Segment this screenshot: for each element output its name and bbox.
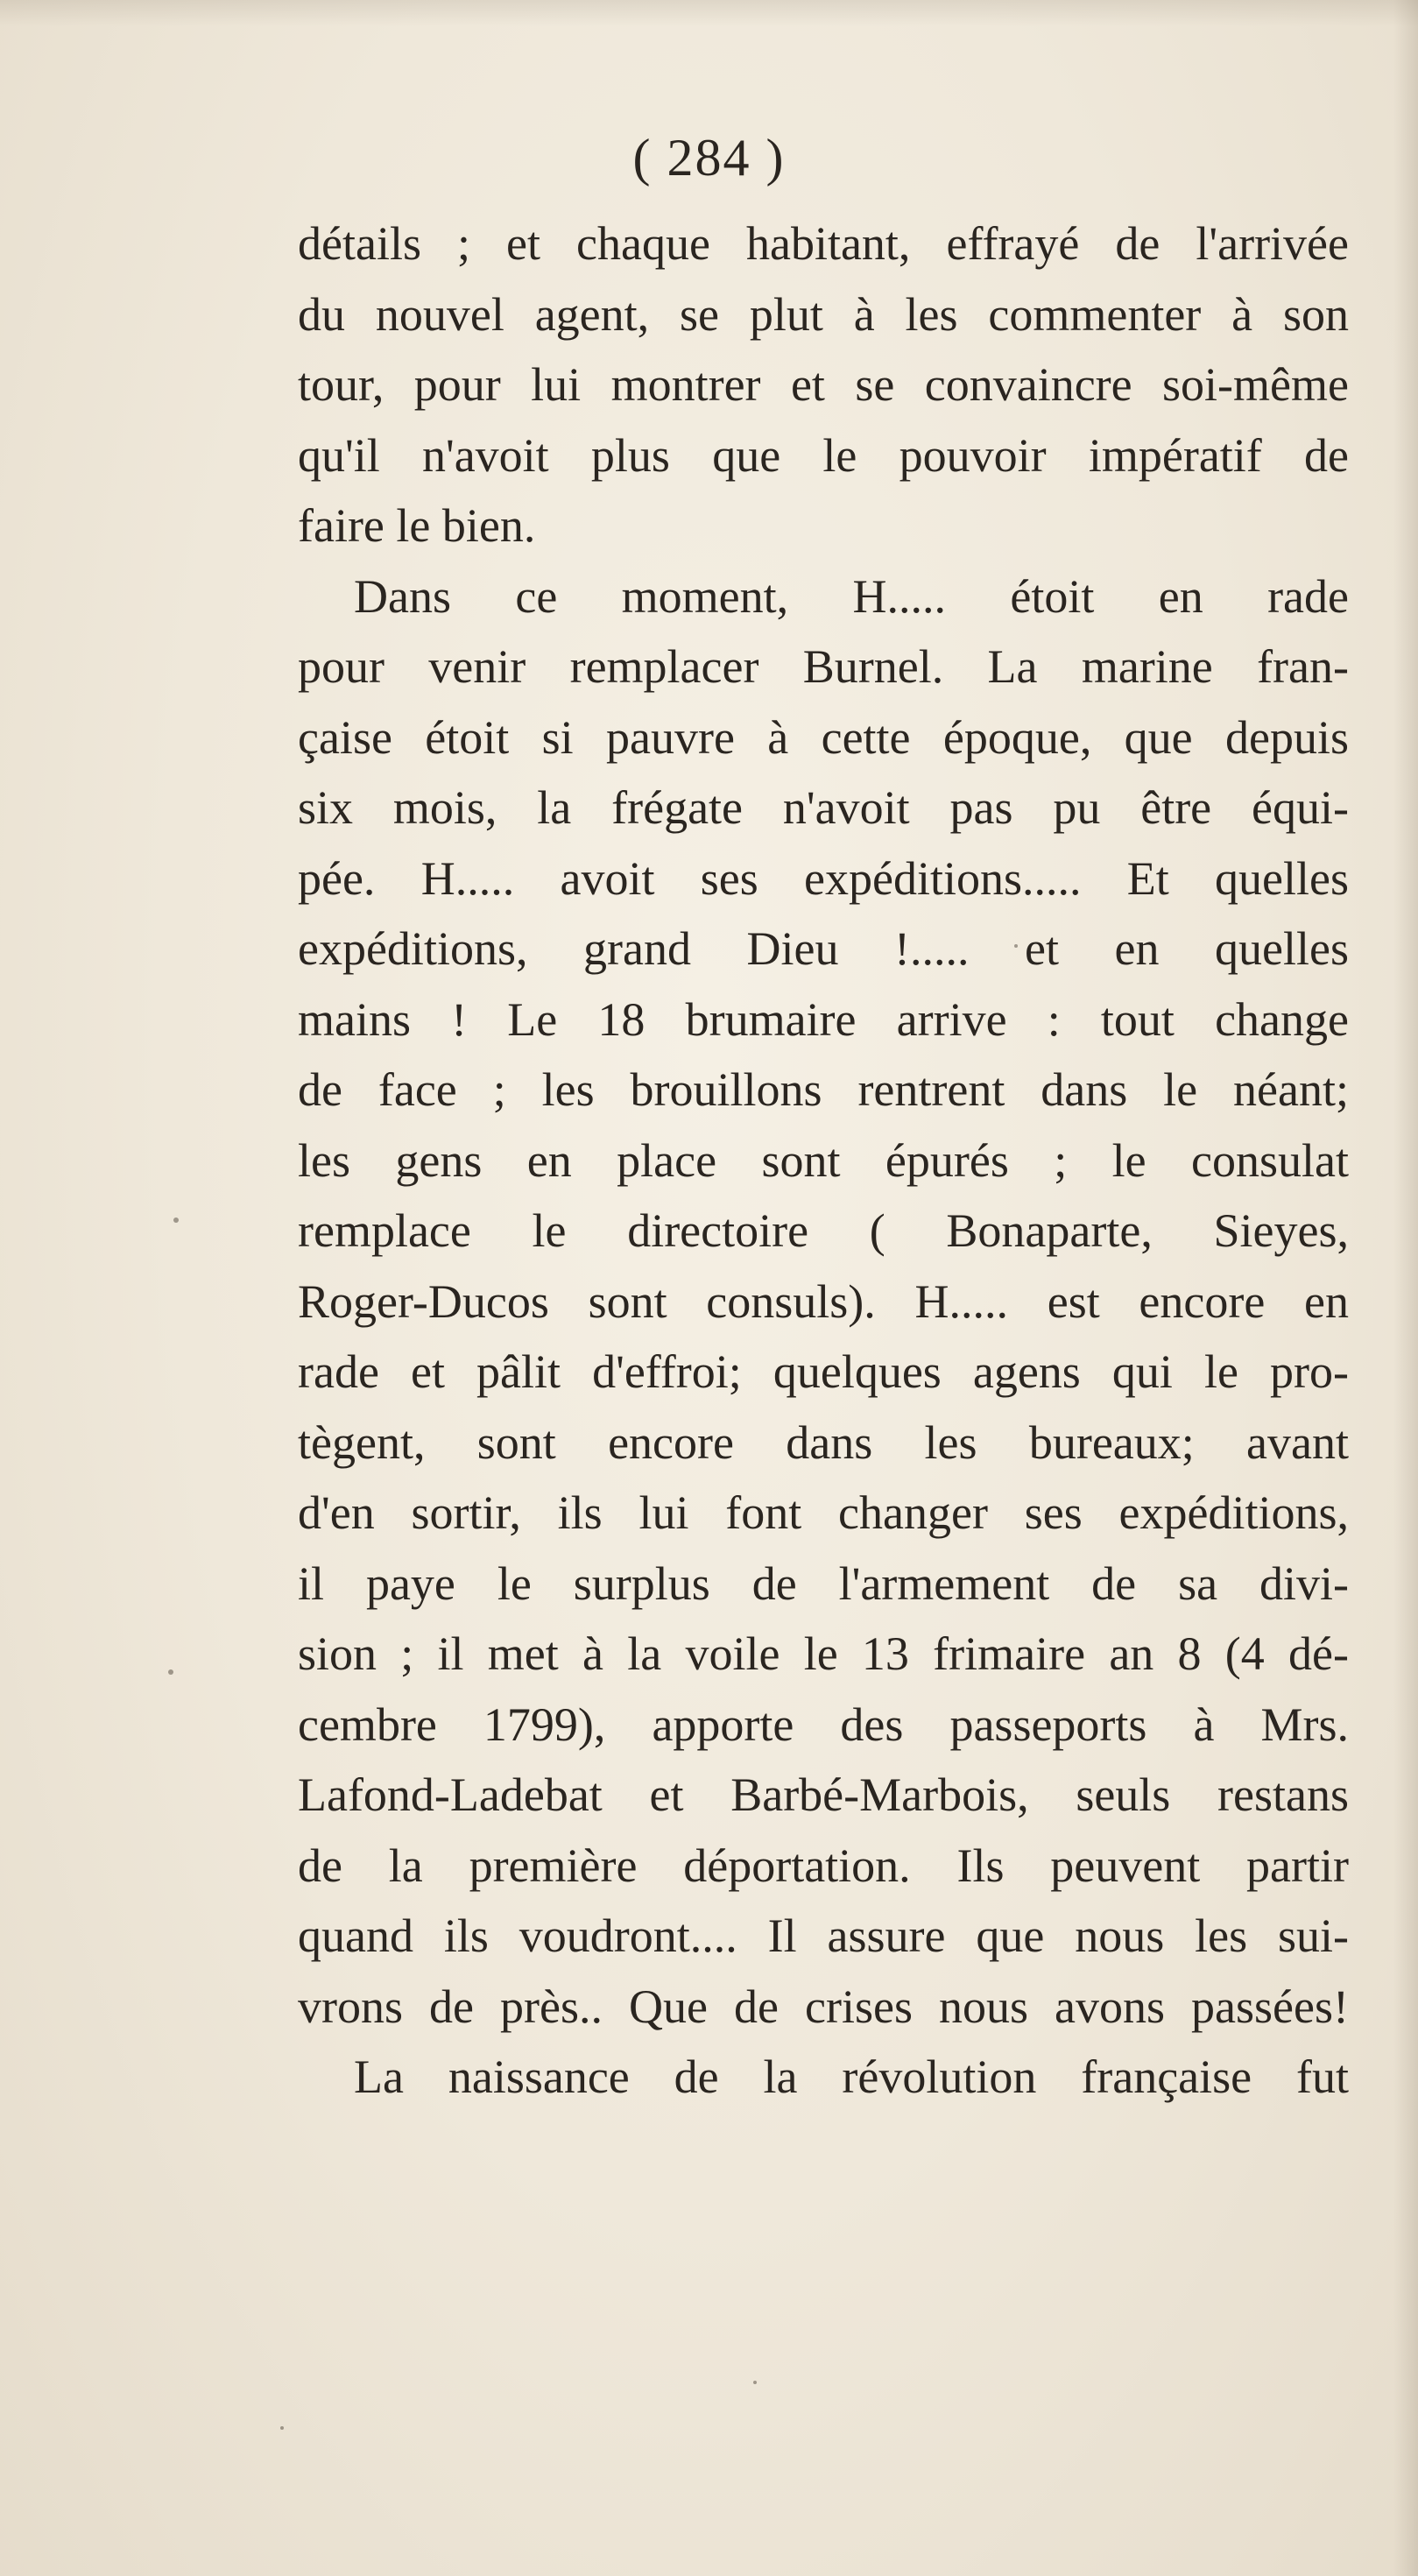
text-line: de face ; les brouillons rentrent dans le néant; <box>298 1063 1349 1116</box>
text-line: remplace le directoire ( Bonaparte, Sieyes, <box>298 1204 1349 1257</box>
paper-speck <box>168 1669 173 1675</box>
text-line: expéditions, grand Dieu !..... et en quelles <box>298 922 1349 975</box>
text-line: Lafond-Ladebat et Barbé-Marbois, seuls restans <box>298 1768 1349 1821</box>
text-line: tour, pour lui montrer et se convaincre soi-même <box>298 358 1349 411</box>
text-line: il paye le surplus de l'armement de sa divi- <box>298 1556 1349 1610</box>
paper-speck <box>173 1217 179 1223</box>
text-line: pour venir remplacer Burnel. La marine fran- <box>298 640 1349 693</box>
body-text <box>298 208 1349 2113</box>
text-line: rade et pâlit d'effroi; quelques agens qui le pro- <box>298 1345 1349 1398</box>
text-line: les gens en place sont épurés ; le consulat <box>298 1133 1349 1187</box>
text-line: Roger-Ducos sont consuls). H..... est encore en <box>298 1274 1349 1328</box>
text-line: çaise étoit si pauvre à cette époque, que depuis <box>298 710 1349 764</box>
text-line: faire le bien. <box>298 499 536 552</box>
text-line: mains ! Le 18 brumaire arrive : tout change <box>298 992 1349 1046</box>
text-line: cembre 1799), apporte des passeports à Mrs. <box>298 1697 1349 1751</box>
page-number: ( 284 ) <box>632 129 786 187</box>
text-line: Dans ce moment, H..... étoit en rade <box>354 569 1349 623</box>
text-line: La naissance de la révolution française fut <box>354 2050 1349 2103</box>
text-line: sion ; il met à la voile le 13 frimaire an 8 (4 dé- <box>298 1627 1349 1680</box>
page-shadow-right <box>1393 0 1418 2576</box>
text-line: de la première déportation. Ils peuvent partir <box>298 1838 1349 1892</box>
text-line: du nouvel agent, se plut à les commenter à son <box>298 287 1349 341</box>
text-line: vrons de près.. Que de crises nous avons passées! <box>298 1980 1349 2033</box>
text-line: qu'il n'avoit plus que le pouvoir impératif de <box>298 428 1349 482</box>
text-line: quand ils voudront.... Il assure que nous les sui- <box>298 1909 1349 1962</box>
page-shadow-top <box>0 0 1418 26</box>
text-line: six mois, la frégate n'avoit pas pu être équi- <box>298 781 1349 834</box>
text-line: pée. H..... avoit ses expéditions..... Et quelles <box>298 851 1349 905</box>
text-line: d'en sortir, ils lui font changer ses expéditions, <box>298 1486 1349 1539</box>
paper-speck <box>753 2381 757 2384</box>
text-line: tègent, sont encore dans les bureaux; avant <box>298 1415 1349 1469</box>
paper-speck <box>280 2426 284 2430</box>
paper-speck <box>1014 944 1018 948</box>
text-line: détails ; et chaque habitant, effrayé de l'arrivée <box>298 217 1349 270</box>
